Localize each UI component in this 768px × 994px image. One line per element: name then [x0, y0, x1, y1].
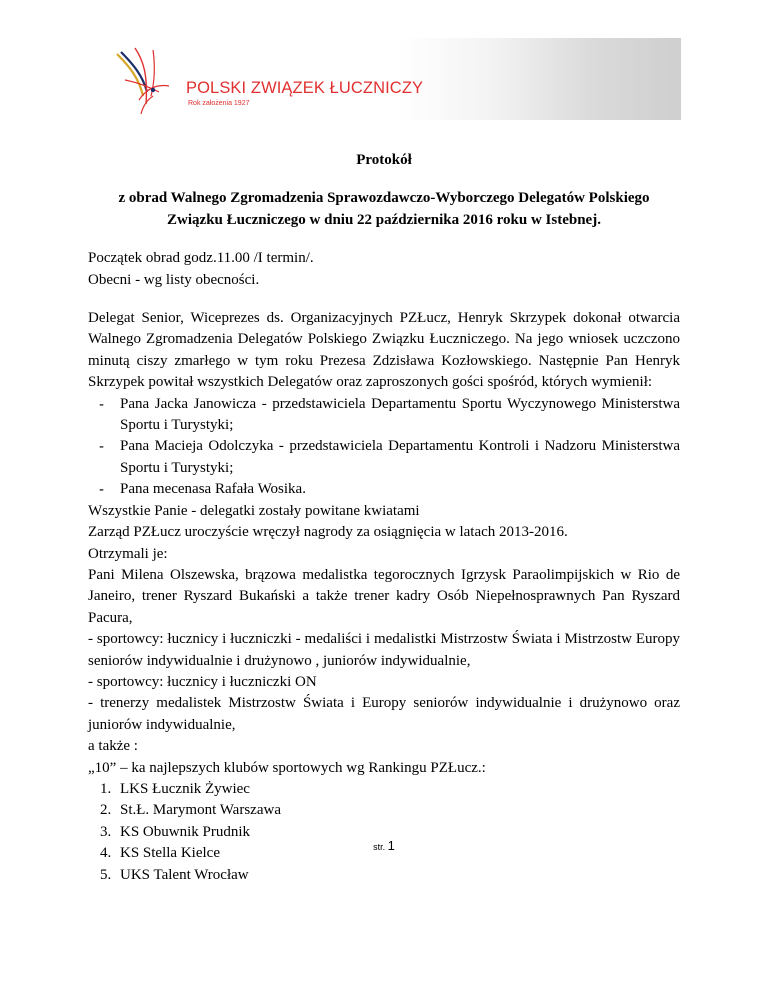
- list-item: 3. KS Obuwnik Prudnik: [100, 823, 251, 840]
- archer-logo-icon: [113, 40, 193, 120]
- subtitle-line: Związku Łuczniczego w dniu 22 października 2016 roku w Istebnej.: [167, 211, 601, 228]
- document-title: Protokół: [356, 152, 412, 168]
- text-line: Wszystkie Panie - delegatki zostały powitane kwiatami: [88, 502, 420, 519]
- list-item: 1. LKS Łucznik Żywiec: [100, 780, 250, 797]
- page-label: str.: [373, 842, 386, 852]
- dash-bullet: -: [99, 481, 104, 499]
- document-subtitle: [88, 188, 680, 231]
- subtitle-line: z obrad Walnego Zgromadzenia Sprawozdawczo-Wyborczego Delegatów Polskiego: [118, 190, 650, 207]
- meeting-info: [88, 248, 680, 291]
- list-item: 2. St.Ł. Marymont Warszawa: [100, 802, 281, 819]
- organization-name: POLSKI ZWIĄZEK ŁUCZNICZY: [186, 79, 424, 97]
- list-item: 5. UKS Talent Wrocław: [100, 866, 249, 883]
- text-line: a także :: [88, 738, 138, 755]
- club-list: [88, 779, 680, 886]
- list-item: 4. KS Stella Kielce: [100, 845, 220, 862]
- text-line: Zarząd PZŁucz uroczyście wręczył nagrody za osiągnięcia w latach 2013-2016.: [88, 524, 568, 541]
- page-footer: [0, 838, 768, 853]
- dash-bullet: -: [99, 395, 104, 413]
- athletes-paragraph: - sportowcy: łucznicy i łuczniczki - medaliści i medalistki Mistrzostw Świata i Mistrzostw Europy seniorów indywidualnie i drużynowo , juniorów indywidualnie,: [88, 631, 680, 669]
- letterhead: [93, 38, 681, 120]
- page-number: 1: [387, 838, 395, 853]
- guest-list: [88, 394, 680, 501]
- coaches-paragraph: - trenerzy medalistek Mistrzostw Świata i Europy seniorów indywidualnie i drużynowo oraz juniorów indywidualnie,: [88, 695, 680, 733]
- document-body: [88, 150, 680, 886]
- opening-paragraph: Delegat Senior, Wiceprezes ds. Organizacyjnych PZŁucz, Henryk Skrzypek dokonał otwarcia Walnego Zgromadzenia Delegatów Polskiego Związku Łuczniczego. Na jego wniosek uczczono minutą ciszy zmarłego w tym roku Prezesa Zdzisława Kozłowskiego. Następnie Pan Henryk Skrzypek powitał wszystkich Delegatów oraz zaproszonych gości spośród, których wymienił:: [88, 310, 680, 391]
- text-line: „10” – ka najlepszych klubów sportowych wg Rankingu PZŁucz.:: [88, 759, 486, 776]
- dash-bullet: -: [99, 438, 104, 456]
- list-item: - Pana Jacka Janowicza - przedstawiciela Departamentu Sportu Wyczynowego Ministerstwa Sportu i Turystyki;: [99, 395, 680, 434]
- attendance: Obecni - wg listy obecności.: [88, 271, 260, 288]
- text-line: - sportowcy: łucznicy i łuczniczki ON: [88, 673, 317, 690]
- list-item: - Pana mecenasa Rafała Wosika.: [88, 479, 680, 500]
- proceedings: [88, 308, 680, 886]
- awards-paragraph: Pani Milena Olszewska, brązowa medalistka tegorocznych Igrzysk Paraolimpijskich w Rio de Janeiro, trener Ryszard Bukański a także trener kadry Osób Niepełnosprawnych Pan Ryszard Pacura,: [88, 566, 680, 626]
- list-item: - Pana Macieja Odolczyka - przedstawiciela Departamentu Kontroli i Nadzoru Ministerstwa Sportu i Turystyki;: [99, 438, 680, 476]
- start-time: Początek obrad godz.11.00 /I termin/.: [88, 250, 314, 267]
- organization-founded: Rok założenia 1927: [188, 100, 250, 107]
- text-line: Otrzymali je:: [88, 545, 168, 562]
